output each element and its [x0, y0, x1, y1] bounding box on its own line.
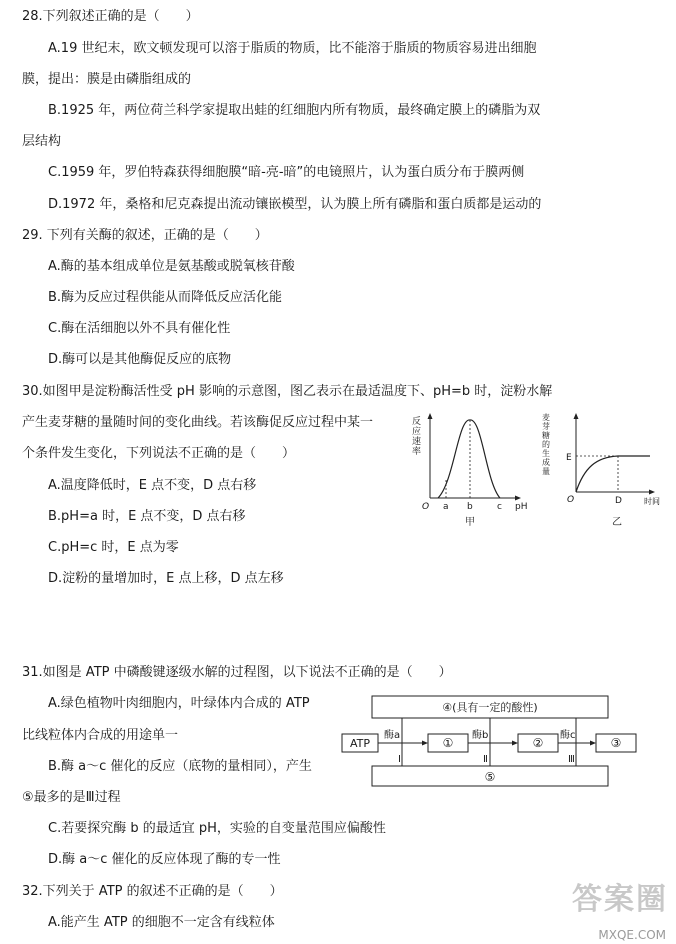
enzyme-a-label: 酶a — [384, 730, 401, 741]
q31-stem: 31.如图是 ATP 中磷酸键逐级水解的过程图，以下说法不正确的是（ ） — [22, 665, 452, 680]
q31-option-c: C.若要探究酶 b 的最适宜 pH，实验的自变量范围应偏酸性 — [48, 821, 386, 836]
jia-tick-c: c — [497, 502, 502, 512]
arrow-atp-1-head — [422, 741, 428, 746]
enzyme-b-label: 酶b — [472, 730, 489, 741]
q28-option-d: D.1972 年，桑格和尼克森提出流动镶嵌模型，认为膜上所有磷脂和蛋白质都是运动的 — [48, 197, 542, 212]
jia-ylabel-4: 率 — [412, 447, 422, 457]
yi-ylabel-2: 芽 — [542, 422, 550, 431]
yi-x-arrow — [649, 490, 655, 495]
q30-stem-line1: 30.如图甲是淀粉酶活性受 pH 影响的示意图，图乙表示在最适温度下、pH=b 时，淀粉水解 — [22, 384, 553, 399]
box-3-label: ③ — [610, 736, 622, 750]
q31-option-a: A.绿色植物叶肉细胞内，叶绿体内合成的 ATP — [48, 696, 310, 711]
box-5-label: ⑤ — [484, 770, 496, 784]
jia-ylabel-1: 反 — [412, 417, 422, 427]
q28-stem: 28.下列叙述正确的是（ ） — [22, 9, 199, 24]
jia-caption: 甲 — [465, 517, 475, 528]
q30-stem-line2: 产生麦芽糖的量随时间的变化曲线。若该酶促反应过程中某一 — [22, 415, 374, 430]
q30-option-d: D.淀粉的量增加时，E 点上移，D 点左移 — [48, 571, 284, 586]
q31-option-b: B.酶 a～c 催化的反应（底物的量相同），产生 — [48, 759, 312, 774]
jia-tick-a: a — [443, 502, 449, 512]
q28-option-b: B.1925 年，两位荷兰科学家提取出蛙的红细胞内所有物质，最终确定膜上的磷脂为双 — [48, 103, 541, 118]
jia-y-arrow — [428, 413, 433, 419]
watermark-logo: 答案圈 — [572, 882, 668, 917]
jia-curve — [438, 420, 500, 498]
q28-option-a-cont: 膜，提出：膜是由磷脂组成的 — [22, 72, 192, 87]
yi-d-label: D — [615, 496, 622, 506]
jia-xlabel: pH — [515, 502, 528, 512]
box-2-label: ② — [532, 736, 544, 750]
watermark-site: MXQE.COM — [598, 928, 666, 942]
box-atp-label: ATP — [349, 737, 371, 750]
q28-option-a: A.19 世纪末，欧文顿发现可以溶于脂质的物质，比不能溶于脂质的物质容易进出细胞 — [48, 41, 537, 56]
jia-ylabel-3: 速 — [412, 437, 422, 447]
yi-ylabel-3: 糖 — [542, 431, 550, 440]
q29-option-d: D.酶可以是其他酶促反应的底物 — [48, 352, 232, 367]
box-1-label: ① — [442, 736, 454, 750]
yi-ylabel-1: 麦 — [542, 413, 550, 422]
q31-option-b-cont: ⑤最多的是Ⅲ过程 — [22, 790, 121, 805]
yi-e-label: E — [566, 453, 572, 463]
yi-ylabel-5: 生 — [542, 449, 550, 458]
yi-origin: O — [567, 495, 575, 505]
q32-option-a: A.能产生 ATP 的细胞不一定含有线粒体 — [48, 915, 275, 930]
q30-option-a: A.温度降低时，E 点不变，D 点右移 — [48, 478, 257, 493]
q30-option-c: C.pH=c 时，E 点为零 — [48, 540, 179, 555]
yi-curve — [576, 456, 650, 492]
box-4-label: ④(具有一定的酸性) — [442, 701, 538, 714]
process-2-label: Ⅱ — [483, 754, 488, 765]
q32-stem: 32.下列关于 ATP 的叙述不正确的是（ ） — [22, 884, 283, 899]
arrow-2-3-head — [590, 741, 596, 746]
enzyme-c-label: 酶c — [560, 730, 576, 741]
process-3-label: Ⅲ — [568, 754, 575, 765]
jia-ylabel-2: 应 — [412, 427, 422, 437]
q29-stem: 29. 下列有关酶的叙述，正确的是（ ） — [22, 228, 268, 243]
yi-ylabel-4: 的 — [542, 440, 550, 449]
q29-option-b: B.酶为反应过程供能从而降低反应活化能 — [48, 290, 283, 305]
q31-option-a-cont: 比线粒体内合成的用途单一 — [22, 728, 179, 743]
atp-hydrolysis-diagram — [340, 692, 672, 788]
q31-option-d: D.酶 a～c 催化的反应体现了酶的专一性 — [48, 852, 281, 867]
jia-x-arrow — [515, 496, 521, 501]
yi-y-arrow — [574, 413, 579, 419]
q30-option-b: B.pH=a 时，E 点不变，D 点右移 — [48, 509, 246, 524]
process-1-label: Ⅰ — [398, 754, 401, 765]
figure-jia-ph-curve — [408, 410, 533, 528]
q28-option-c: C.1959 年，罗伯特森获得细胞膜“暗-亮-暗”的电镜照片，认为蛋白质分布于膜两侧 — [48, 165, 525, 180]
jia-tick-b: b — [467, 502, 473, 512]
q29-option-a: A.酶的基本组成单位是氨基酸或脱氧核苷酸 — [48, 259, 295, 274]
q30-stem-line3: 个条件发生变化，下列说法不正确的是（ ） — [22, 446, 296, 461]
figure-yi-time-curve — [540, 410, 668, 528]
q29-option-c: C.酶在活细胞以外不具有催化性 — [48, 321, 231, 336]
yi-ylabel-7: 量 — [542, 467, 550, 476]
yi-ylabel-6: 成 — [542, 458, 550, 467]
jia-origin: O — [422, 502, 430, 512]
q28-option-b-cont: 层结构 — [22, 134, 62, 149]
arrow-1-2-head — [512, 741, 518, 746]
yi-xlabel: 时间 — [644, 497, 660, 506]
yi-caption: 乙 — [612, 517, 622, 528]
